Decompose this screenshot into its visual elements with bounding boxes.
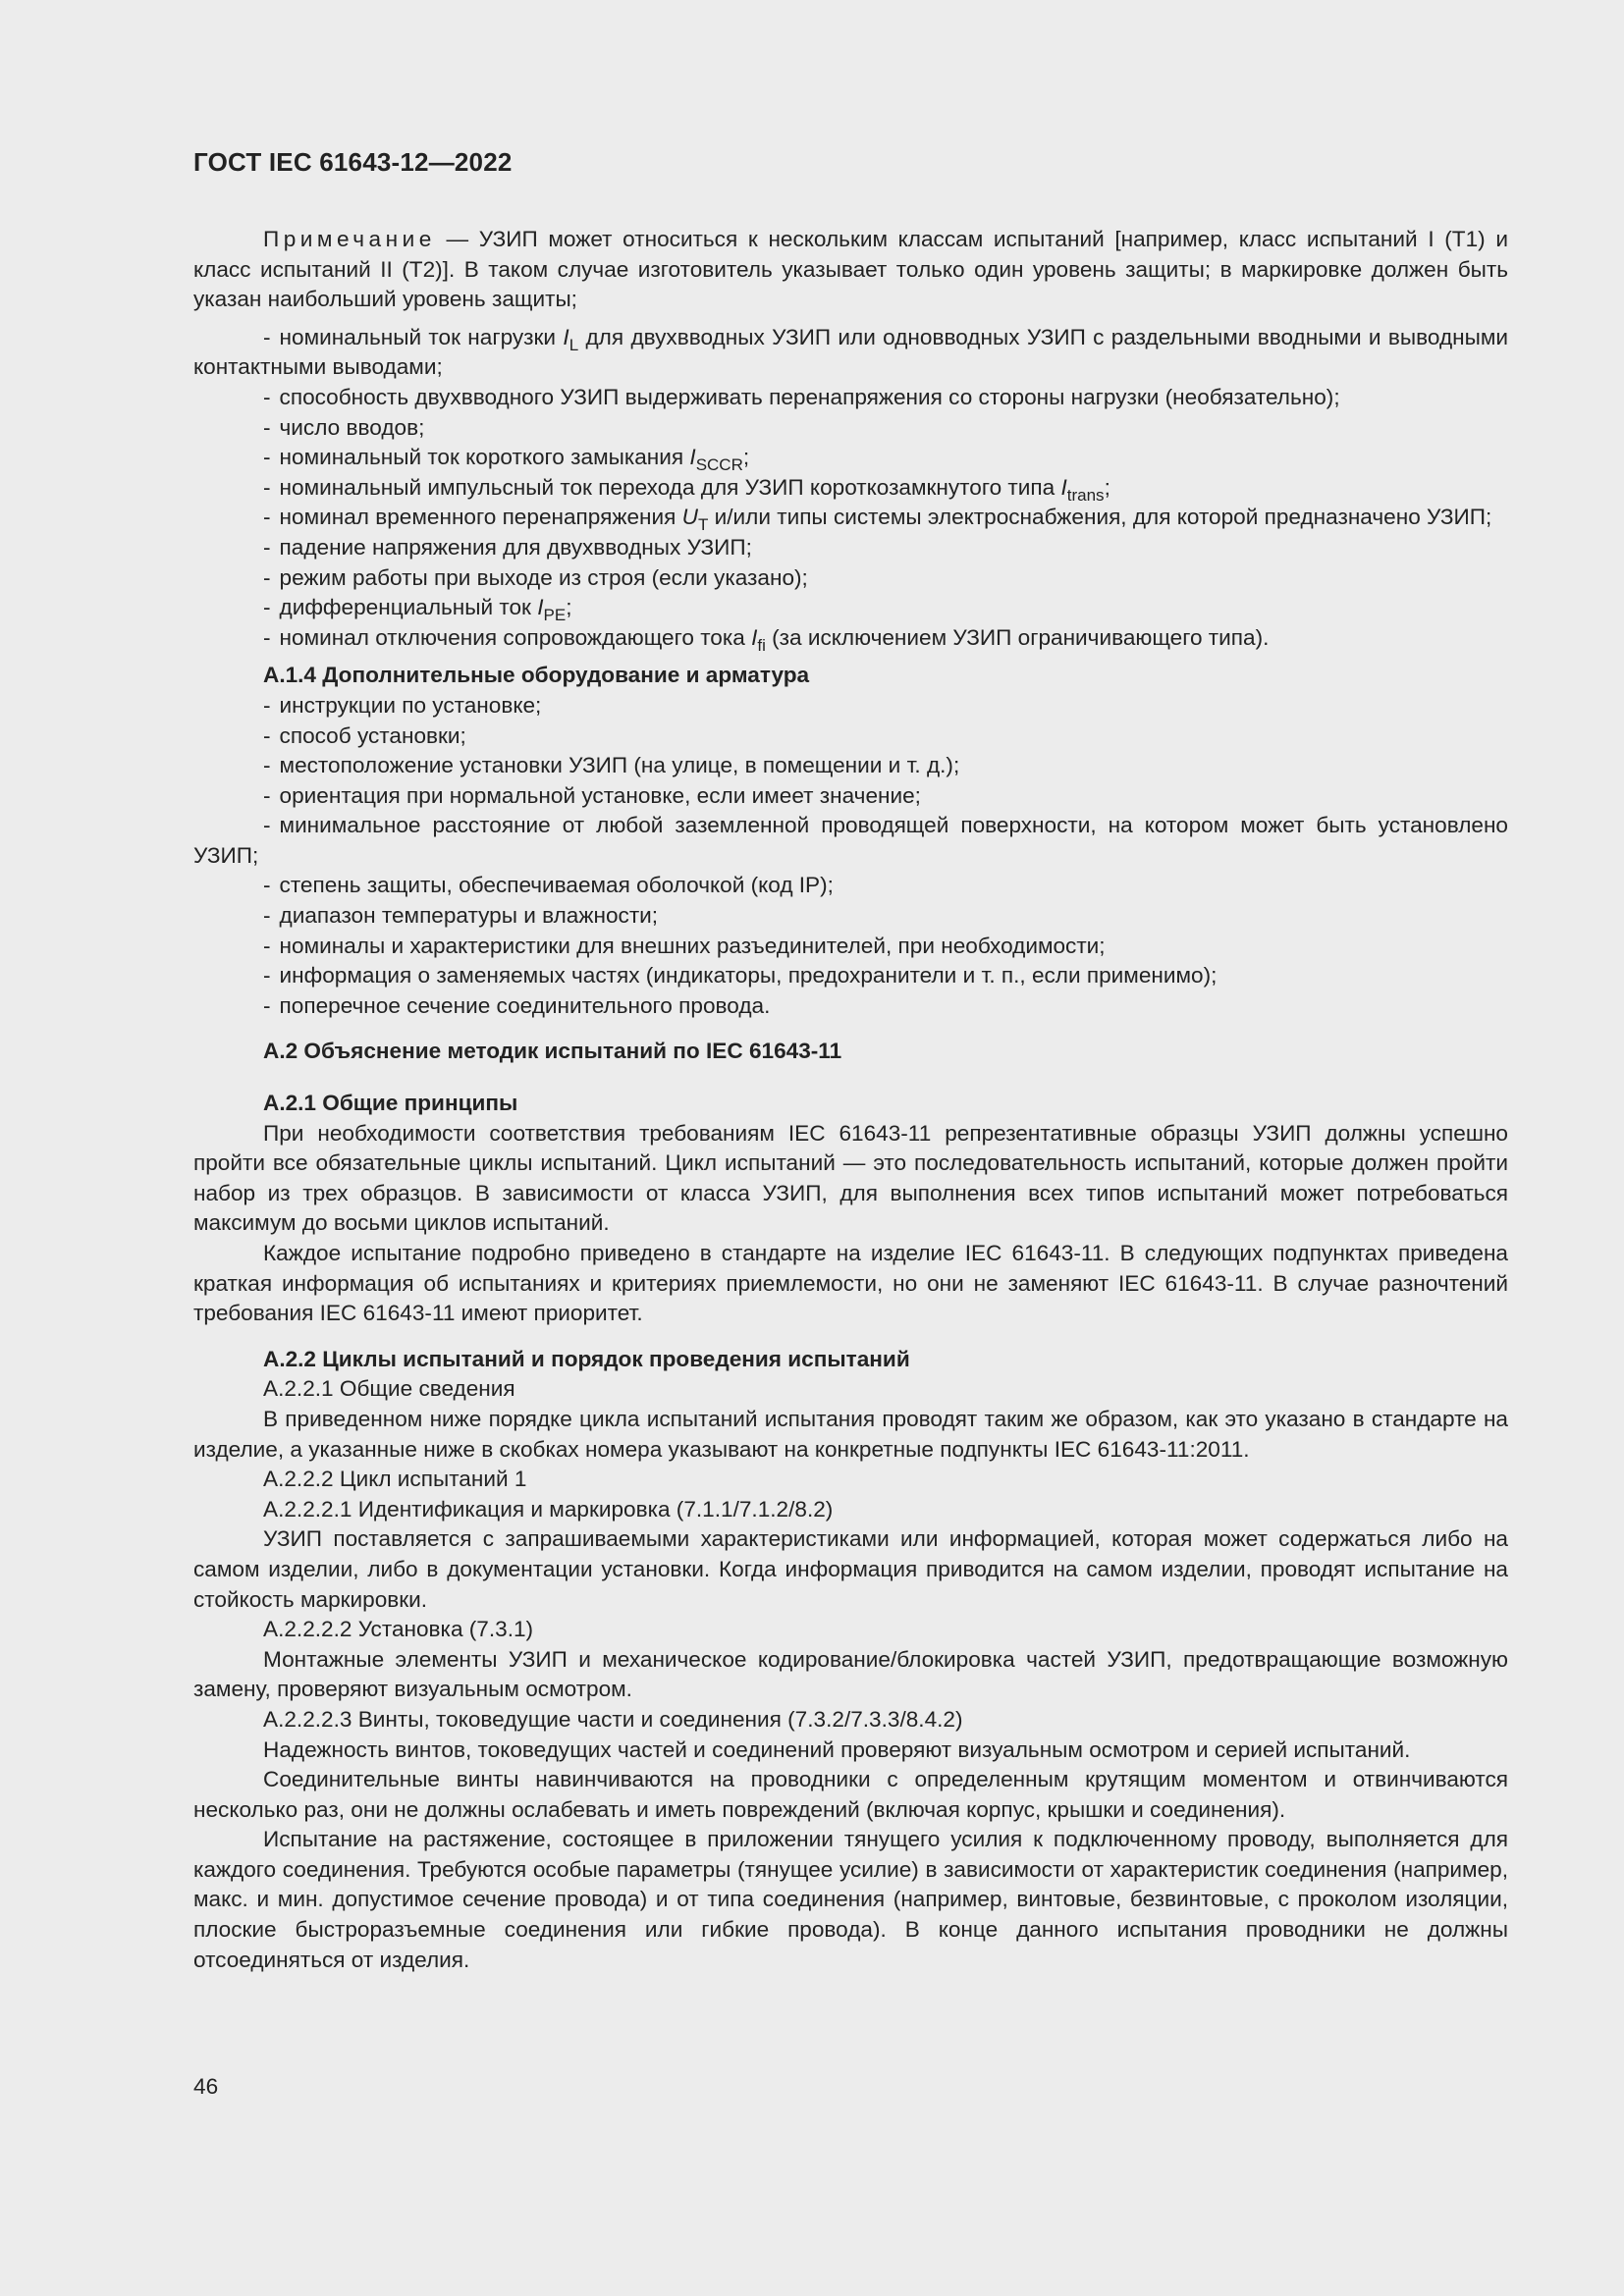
list-item: - поперечное сечение соединительного провода. [263,992,771,1018]
body-paragraph: В приведенном ниже порядке цикла испытаний испытания проводят таким же образом, как это указано в стандарте на изделие, а указанные ниже в скобках номера указывают на конкретные подпункты IEC 61643-11:2011. [193,1406,1508,1462]
body-paragraph: Соединительные винты навинчиваются на проводники с определенным крутящим моментом и отвинчиваются несколько раз, они не должны ослабевать и иметь повреждений (включая корпус, крышки и соединения). [193,1767,1508,1822]
page-body [193,225,1508,1975]
list-item: - номинальный импульсный ток перехода для УЗИП короткозамкнутого типа $I_{trans}$; [263,474,1110,505]
body-paragraph: Испытание на растяжение, состоящее в приложении тянущего усилия к подключенному проводу, выполняется для каждого соединения. Требуются особые параметры (тянущее усилие) в зависимости от характеристик соединения (например, макс. и мин. допустимое сечение провода) и от типа соединения (например, винтовые, безвинтовые, с проколом изоляции, плоские быстроразъемные соединения или гибкие провода). В конце данного испытания проводники не должны отсоединяться от изделия. [193,1827,1508,1972]
body-paragraph: При необходимости соответствия требованиям IEC 61643-11 репрезентативные образцы УЗИП должны успешно пройти все обязательные циклы испытаний. Цикл испытаний — это последовательность испытаний, которые должен пройти набор из трех образцов. В зависимости от класса УЗИП, для выполнения всех типов испытаний может потребоваться максимум до восьми циклов испытаний. [193,1120,1508,1236]
list-item: - падение напряжения для двухвводных УЗИП; [263,534,752,560]
subsection-heading: А.2.2.2.1 Идентификация и маркировка (7.1.1/7.1.2/8.2) [263,1496,834,1522]
subsection-heading: А.2.2.2 Цикл испытаний 1 [263,1467,527,1492]
list-item: - местоположение установки УЗИП (на улице, в помещении и т. д.); [263,753,960,778]
list-item: - способность двухвводного УЗИП выдерживать перенапряжения со стороны нагрузки (необязательно); [263,384,1340,409]
note-text: — УЗИП может относиться к нескольким классам испытаний [например, класс испытаний I (T1) и класс испытаний II (T2)]. В таком случае изготовитель указывает только один уровень защиты; в маркировке должен быть указан наибольший уровень защиты; [193,227,1508,312]
note-paragraph [193,225,1508,315]
subsection-heading: А.2.2.2.2 Установка (7.3.1) [263,1617,534,1642]
body-paragraph: Монтажные элементы УЗИП и механическое кодирование/блокировка частей УЗИП, предотвращающие возможную замену, проверяют визуальным осмотром. [193,1646,1508,1702]
list-item: - информация о заменяемых частях (индикаторы, предохранители и т. п., если применимо); [263,963,1218,988]
document-header: ГОСТ IEC 61643-12—2022 [193,147,513,177]
subsection-heading: А.2.2.2.3 Винты, токоведущие части и соединения (7.3.2/7.3.3/8.4.2) [263,1706,963,1732]
list-item: - инструкции по установке; [263,692,542,718]
list-item: - степень защиты, обеспечиваемая оболочкой (код IP); [263,873,834,898]
section-heading-a2: А.2 Объяснение методик испытаний по IEC 61643-11 [263,1039,842,1064]
list-item: - номинальный ток короткого замыкания $I_{SCCR}$; [263,445,750,475]
section-heading-a14: А.1.4 Дополнительные оборудование и арматура [263,663,810,688]
list-item: - режим работы при выходе из строя (если указано); [263,564,808,590]
note-label: Примечание [263,227,436,251]
list-item: - номинальный ток нагрузки $I_L$ для двухвводных УЗИП или одновводных УЗИП с раздельными вводными и выводными контактными выводами; [193,324,1509,380]
body-paragraph: Каждое испытание подробно приведено в стандарте на изделие IEC 61643-11. В следующих подпунктах приведена краткая информация об испытаниях и критериях приемлемости, но они не заменяют IEC 61643-11. В случае разночтений требования IEC 61643-11 имеют приоритет. [193,1241,1508,1326]
list-item: - номиналы и характеристики для внешних разъединителей, при необходимости; [263,933,1106,958]
list-item: - число вводов; [263,414,425,440]
section-heading-a22: А.2.2 Циклы испытаний и порядок проведения испытаний [263,1346,910,1371]
section-heading-a21: А.2.1 Общие принципы [263,1091,518,1116]
list-item: - ориентация при нормальной установке, если имеет значение; [263,782,921,808]
list-item: - минимальное расстояние от любой заземленной проводящей поверхности, на котором может быть установлено УЗИП; [193,813,1508,868]
list-item: - диапазон температуры и влажности; [263,903,659,929]
body-paragraph: Надежность винтов, токоведущих частей и соединений проверяют визуальным осмотром и серией испытаний. [263,1736,1411,1762]
page-number: 46 [193,2074,219,2099]
list-item: - дифференциальный ток $I_{PE}$; [263,595,572,625]
list-item: - номинал отключения сопровождающего тока $I_{fi}$ (за исключением УЗИП ограничивающего типа). [263,624,1270,655]
list-item: - номинал временного перенапряжения $U_T$ и/или типы системы электроснабжения, для которой предназначено УЗИП; [263,505,1492,535]
list-item: - способ установки; [263,722,466,748]
subsection-heading: А.2.2.1 Общие сведения [263,1376,515,1402]
body-paragraph: УЗИП поставляется с запрашиваемыми характеристиками или информацией, которая может содержаться либо на самом изделии, либо в документации установки. Когда информация приводится на самом изделии, проводят испытание на стойкость маркировки. [193,1526,1508,1612]
